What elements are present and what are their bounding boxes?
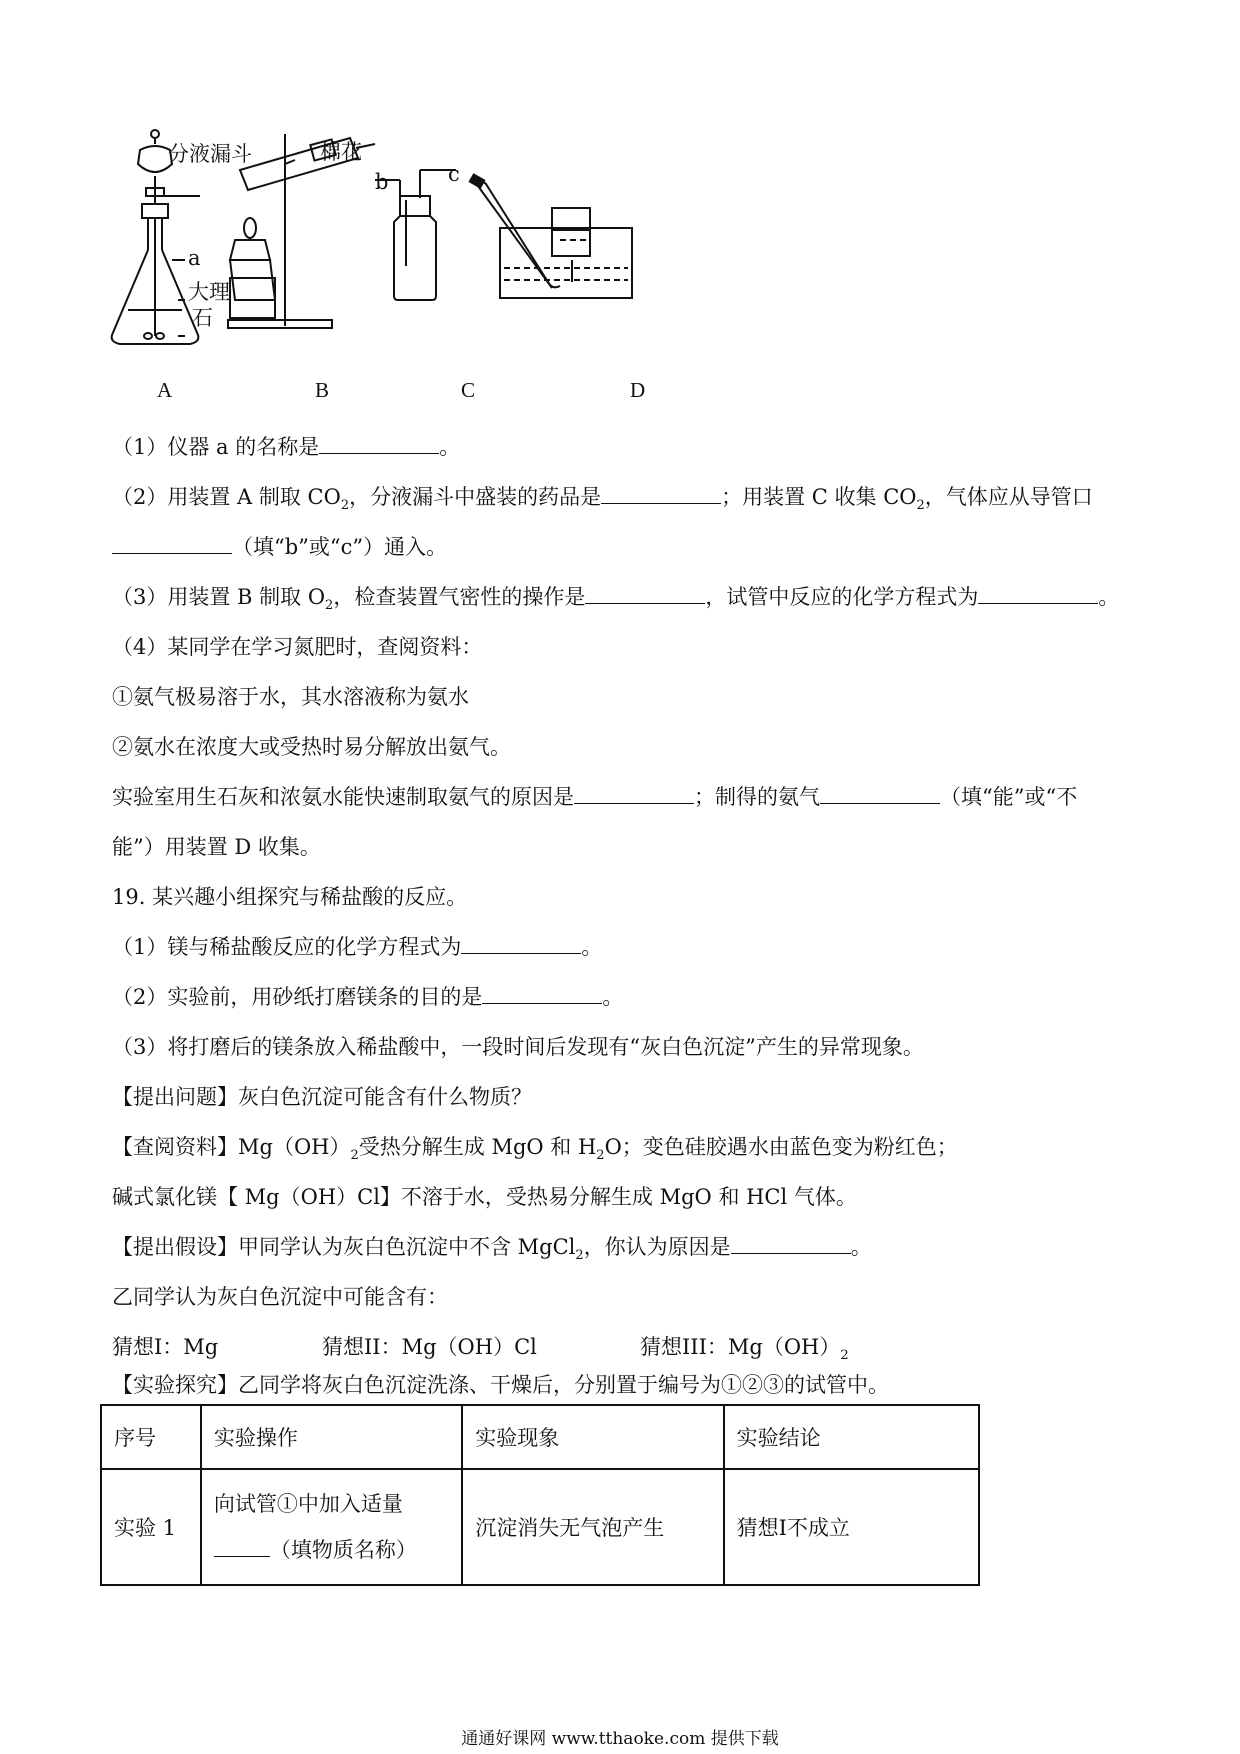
q18-part2-cont: （填“b”或“c”）通入。 bbox=[112, 532, 447, 562]
answer-blank[interactable] bbox=[461, 935, 581, 954]
label-cotton: 棉花 bbox=[320, 140, 362, 164]
q19-guess2: 猜想II：Mg（OH）Cl bbox=[322, 1335, 537, 1359]
label-b: b bbox=[375, 170, 389, 194]
table-cell-operation: 向试管①中加入适量 （填物质名称） bbox=[201, 1469, 462, 1585]
q19-part2: （2）实验前，用砂纸打磨镁条的目的是 。 bbox=[112, 985, 624, 1009]
q19-part1: （1）镁与稀盐酸反应的化学方程式为 。 bbox=[112, 935, 603, 959]
answer-blank[interactable] bbox=[978, 585, 1098, 604]
q19-guess3: 猜想III：$Mg(OH)_2$ bbox=[640, 1335, 849, 1364]
table-row bbox=[101, 1469, 979, 1585]
answer-blank[interactable] bbox=[214, 1538, 270, 1557]
caption-b: B bbox=[315, 378, 330, 402]
label-c: c bbox=[448, 162, 460, 186]
table-header-row bbox=[101, 1405, 979, 1469]
answer-blank[interactable] bbox=[574, 785, 694, 804]
q18-part4-question: 实验室用生石灰和浓氨水能快速制取氨气的原因是 ；制得的氨气 （填“能”或“不 bbox=[112, 785, 1078, 809]
answer-blank[interactable] bbox=[482, 985, 602, 1004]
q18-part3: （3）用装置 B 制取 $O_2$，检查装置气密性的操作是 ，试管中反应的化学方程式为 。 bbox=[112, 585, 1120, 614]
q19-explore: 【实验探究】乙同学将灰白色沉淀洗涤、干燥后，分别置于编号为①②③的试管中。 bbox=[112, 1373, 889, 1397]
table-header: 序号 bbox=[101, 1405, 201, 1469]
q19-part3: （3）将打磨后的镁条放入稀盐酸中，一段时间后发现有“灰白色沉淀”产生的异常现象。 bbox=[112, 1035, 924, 1059]
answer-blank[interactable] bbox=[319, 435, 439, 454]
q18-info1: ①氨气极易溶于水，其水溶液称为氨水 bbox=[112, 685, 469, 709]
table-header: 实验操作 bbox=[201, 1405, 462, 1469]
q18-info2: ②氨水在浓度大或受热时易分解放出氨气。 bbox=[112, 735, 511, 759]
caption-c: C bbox=[461, 378, 476, 402]
label-a: a bbox=[188, 246, 201, 270]
q18-part2: （2）用装置 A 制取 $CO_2$，分液漏斗中盛装的药品是 ；用装置 C 收集 $CO_2$，气体应从导管口 bbox=[112, 485, 1093, 514]
label-funnel: 分液漏斗 bbox=[168, 142, 252, 166]
apparatus-d bbox=[472, 180, 632, 298]
table-header: 实验现象 bbox=[462, 1405, 723, 1469]
label-marble-2: 石 bbox=[192, 306, 213, 330]
answer-blank[interactable] bbox=[112, 535, 232, 554]
q19-title: 19. 某兴趣小组探究与稀盐酸的反应。 bbox=[112, 885, 468, 909]
q19-guess1: 猜想I：Mg bbox=[112, 1335, 219, 1359]
answer-blank[interactable] bbox=[820, 785, 940, 804]
table-cell-phenomenon: 沉淀消失无气泡产生 bbox=[462, 1469, 723, 1585]
label-marble-1: 大理 bbox=[188, 280, 230, 304]
apparatus-figure bbox=[100, 110, 740, 410]
page-footer: 通通好课网 www.tthaoke.com 提供下载 bbox=[461, 1729, 779, 1749]
q18-part4-question-cont: 能”）用装置 D 收集。 bbox=[112, 835, 321, 859]
answer-blank[interactable] bbox=[585, 585, 705, 604]
q19-reference-2: 碱式氯化镁【 Mg（OH）Cl】不溶于水，受热易分解生成 MgO 和 HCl 气体。 bbox=[112, 1185, 857, 1209]
rubber-tube-end bbox=[468, 173, 485, 189]
q18-part4: （4）某同学在学习氮肥时，查阅资料： bbox=[112, 635, 483, 659]
answer-blank[interactable] bbox=[601, 485, 721, 504]
caption-d: D bbox=[630, 378, 646, 402]
caption-a: A bbox=[157, 378, 173, 402]
table-cell-conclusion: 猜想I不成立 bbox=[724, 1469, 979, 1585]
experiment-table bbox=[100, 1404, 980, 1586]
answer-blank[interactable] bbox=[731, 1235, 851, 1254]
q19-yi: 乙同学认为灰白色沉淀中可能含有： bbox=[112, 1285, 448, 1309]
q19-reference: 【查阅资料】$Mg(OH)_2$受热分解生成 MgO 和 $H_2O$；变色硅胶遇水由蓝色变为粉红色； bbox=[112, 1135, 958, 1164]
q19-hypothesis: 【提出假设】甲同学认为灰白色沉淀中不含 MgCl$_2$，你认为原因是 。 bbox=[112, 1235, 872, 1264]
q18-part1: （1）仪器 a 的名称是 。 bbox=[112, 435, 461, 459]
table-header: 实验结论 bbox=[724, 1405, 979, 1469]
table-cell-id: 实验 1 bbox=[101, 1469, 201, 1585]
q19-question: 【提出问题】灰白色沉淀可能含有什么物质？ bbox=[112, 1085, 532, 1109]
